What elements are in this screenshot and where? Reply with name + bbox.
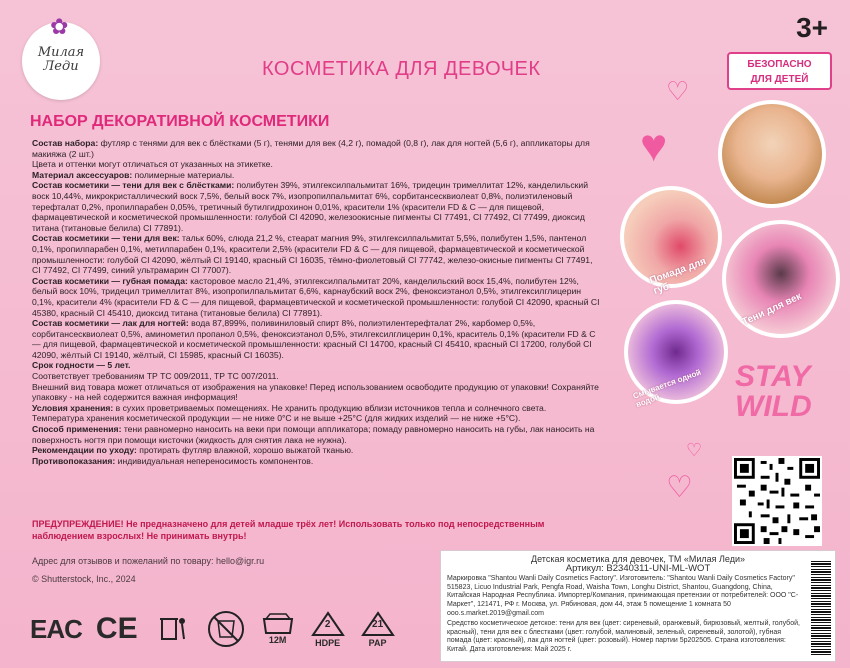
conformity: Соответствует требованиям ТР ТС 009/2011, ТР ТС 007/2011. [32,371,279,382]
glitter-paragraph: Состав косметики — тени для век с блёстками: полибутен 39%, этилгексилпальмитат 16%, тридецин тримеллитат 12%, канделильский воск 10,44%, микрокристаллический воск 7,5%, белый воск 7%, изопропилпальмитат 6%, сорбитансесквиолеат 0,8%, полиэтиленовый терефталат 0,2%, пропилпарабен 0,05%, третичный бутилгидрохинон 0,01%, красители 1% (красители FD & C — для пищевой, фармацевтической и косметической промышленности: голубой CI 42090, железоокисные пигменты CI 77491, CI 77492, CI 77499, диоксид титана (титановые белила) CI 77891). [32,180,589,233]
nail-paragraph: Состав косметики — лак для ногтей: вода 87,899%, поливиниловый спирт 8%, полиэтилентерефталат 2%, карбомер 0,5%, сорбитансесквиолеат 0,5%, аминометил пропанол 0,5%, феноксиэтанол 0,5%, этилгексилглицерин 0,1%, краситель 0,1% (красители FD & C — для пищевой, фармацевтической и косметической промышленности: красный CI 14700, красный CI 45410, красный CI 17200, голубой CI 42090, жёлтый CI 19140, жёлтый, CI 15985, красный CI 16035). [32,318,596,360]
heart-icon: ♥ [640,119,668,171]
qr-code [732,456,822,546]
label-body-2: Средство косметическое детское: тени для век (цвет: сиреневый, оранжевый, бирюзовый, желтый, голубой, красный), тени для век с блестками (цвет: голубой, малиновый, зеленый, сиреневый, золотой), губная помада (цвет: красный), лак для ногтей (цвет: розовый). Номер партии 5р202505. Страна изготовления: Китай. Дата изготовления: Май 2025 г. [447,620,800,653]
shadow-paragraph: Состав косметики — тени для век: тальк 60%, слюда 21,2 %, стеарат магния 9%, этилгексилпальмитат 5,5%, полибутен 1,5%, пантенол 0,1%, пропилпарабен 0,1%, метилпарабен 0,1%, красители 2,5% (красители FD & C — для пищевой, фармацевтической и косметической промышленности: голубой CI 42090, жёлтый CI 19140, красный CI 16035, тёмно-фиолетовый CI 77742, железо-окисные пигменты CI 77491, CI 77492, CI 77499, синий ультрамарин CI 77007). [32,233,593,276]
pao-label: 12M [268,635,287,645]
product-title: КОСМЕТИКА ДЛЯ ДЕВОЧЕК [262,58,541,80]
ce-icon: CE [95,612,138,645]
composition-text [32,138,600,466]
eac-icon: EAC [30,613,82,644]
nail-caption: Смывается одной водой [631,367,703,410]
safety-badge-line1: БЕЗОПАСНО [747,59,812,70]
copyright: © Shutterstock, Inc., 2024 [32,574,136,584]
set-paragraph: Состав набора: футляр с тенями для век с блёстками (5 г), тенями для век (4,2 г), помадой (0,8 г), лак для ногтей (5,6 г), аппликаторы для макияжа (2 шт.) [32,138,590,159]
eyeshadow-photo [722,220,840,338]
appearance-note: Внешний вид товара может отличаться от изображения на упаковке! Перед использованием освободите продукцию от упаковки! Сохраняйте упаковку - на ней содержится важная информация! [32,381,599,403]
no-glass-icon [206,609,246,649]
usage-paragraph: Способ применения: тени равномерно наносить на веки при помощи аппликатора; помаду равномерно наносить на губы, лак наносить на поверхность ногтя при помощи кисточки (жидкость для снятия лака не нужна). [32,424,595,445]
trash-bin-icon [152,609,192,649]
contra-paragraph: Противопоказания: индивидуальная непереносимость компонентов. [32,455,314,466]
colors-note: Цвета и оттенки могут отличаться от указанных на этикетке. [32,159,273,170]
barcode [811,561,831,657]
safety-badge-line2: ДЛЯ ДЕТЕЙ [750,74,809,85]
recycle-hdpe-icon: 2 HDPE [310,609,346,649]
heart-icon: ♡ [686,440,703,460]
lipstick-photo [620,186,722,297]
section-heading: НАБОР ДЕКОРАТИВНОЙ КОСМЕТИКИ [30,113,330,130]
lipstick-paragraph: Состав косметики — губная помада: касторовое масло 21,4%, этилгексилпальмитат 20%, канделильский воск 15,4%, полибутен 12%, белый воск 10%, тридецил тримеллитат 8%, изопропилпальмитат 6,6%, карнаубский воск 2%, феноксиэтанол 0,5%, этилгексилглицерин 0,1%, красители 4% (красители FD & C — для пищевой, фармацевтической и косметической промышленности: голубой CI 42090, красный CI 45380, красный CI 45410, диоксид титана (титановые белила) CI 77891). [32,275,600,318]
label-title: Детская косметика для девочек, ТМ «Милая Леди» [531,554,745,564]
product-label [440,550,836,662]
storage-paragraph: Условия хранения: в сухих проветриваемых помещениях. Не хранить продукцию вблизи источников тепла и солнечного света. Температура хранения косметической продукции — не ниже 0°С и не выше +25°С (для жидких изделий — не ниже +5°С). [32,402,547,424]
bow-icon: ✿ [50,14,69,39]
stay-wild-graphic: STAY WILD [735,360,812,423]
brand-logo [22,14,100,100]
care-paragraph: Рекомендации по уходу: протирать футляр влажной, хорошо выжатой тканью. [32,445,354,456]
nail-polish-photo [624,300,728,410]
brand-name: Милая Леди [37,45,85,74]
age-mark: 3+ [796,12,828,43]
label-body: Маркировка "Shantou Wanli Daily Cosmetics Factory". Изготовитель: "Shantou Wanli Daily Cosmetics Factory" 515823, Licuo Industrial Park, Pengfa Road, Waisha Town, Longhu District, Shantou, Guangdong, China, Китайская Народная Республика. Импортер/Компания, принимающая претензии от потребителей: ООО "С-Маркет", 121471, РФ г. Москва, ул. Рябиновая, дом 44, этаж 5 помещение 1 комната 50 ооо.s.market.2019@gmail.com [447,575,799,617]
lipstick-caption: Помада для губ [648,256,708,297]
heart-icon: ♡ [666,76,690,106]
shelf-life: Срок годности — 5 лет. [32,360,131,371]
label-article: Артикул: B2340311-UNI-ML-WOT [565,562,711,574]
girl-photo [718,100,826,208]
safety-badge [727,52,832,90]
warning-text: ПРЕДУПРЕЖДЕНИЕ! Не предназначено для детей младше трёх лет! Использовать только под непосредственным наблюдением взрослых! Не принимать внутрь! [32,519,545,541]
heart-icon: ♡ [666,471,693,504]
pao-icon [260,609,296,649]
eyeshadow-caption: Тени для век [740,290,804,329]
feedback-address: Адрес для отзывов и пожеланий по товару: hello@igr.ru [32,556,265,566]
accessories-paragraph: Материал аксессуаров: полимерные материалы. [32,169,235,180]
certification-icons [30,609,396,649]
recycle-pap-icon: 21 PAP [360,609,396,649]
